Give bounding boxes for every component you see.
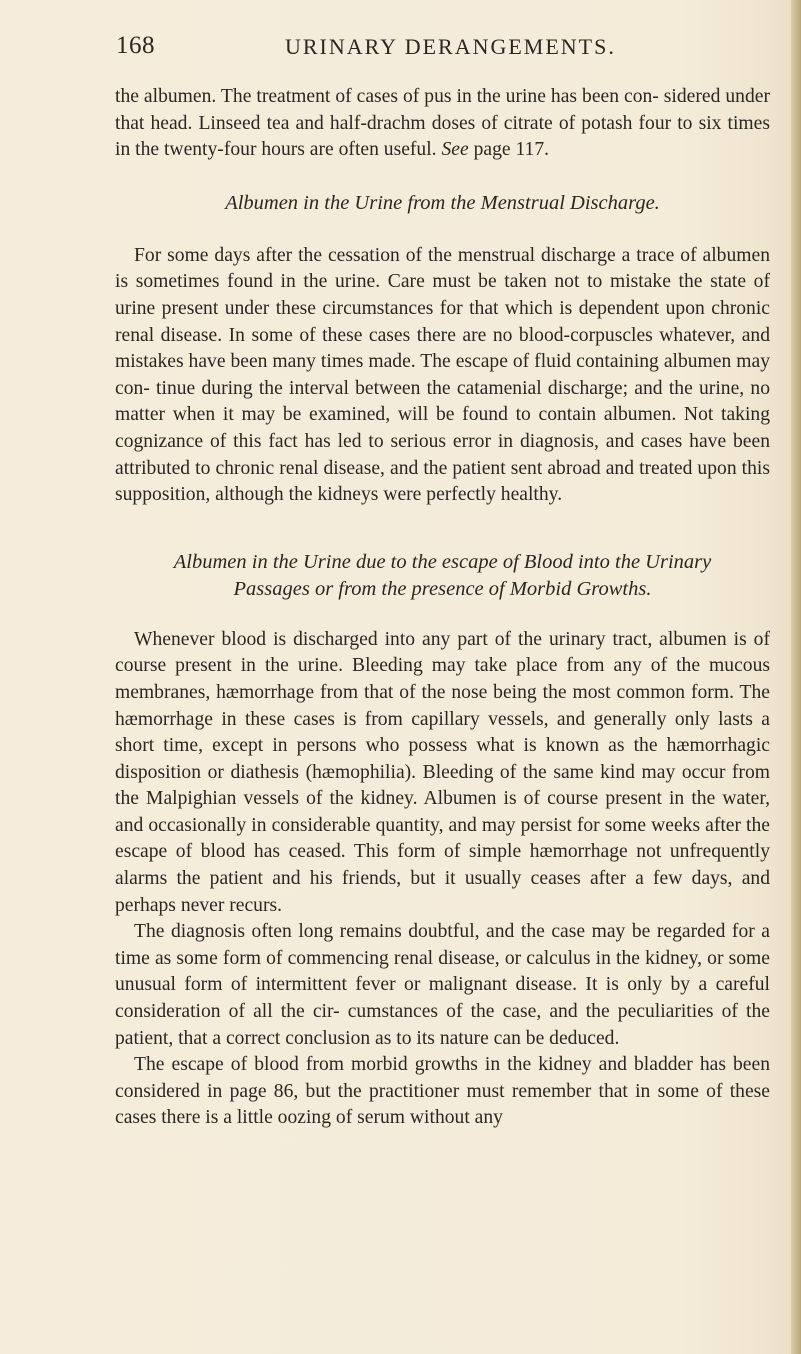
section-heading-menstrual: Albumen in the Urine from the Menstrual Discharge.	[225, 191, 660, 214]
paragraph-diagnosis: The diagnosis often long remains doubtful, and the case may be regarded for a time as some form of commencing renal disease, or calculus in the kidney, or some unusual form of intermittent fever or malignant disease. It is only by a careful consideration of all the cir- cumstances of the case, and the peculiarities of the patient, that a correct conclusion as to its nature can be deduced.	[115, 921, 770, 1049]
page-edge	[791, 0, 801, 1354]
running-header	[0, 32, 801, 64]
page-reference: page 117.	[468, 139, 550, 161]
section-heading-blood	[115, 549, 770, 603]
paragraph-menstrual: For some days after the cessation of the menstrual discharge a trace of albumen is sometimes found in the urine. Care must be taken not to mistake the state of urine present under these circumstances for that which is dependent upon chronic renal disease. In some of these cases there are no blood-corpuscles whatever, and mistakes have been many times made. The escape of fluid containing albumen may con- tinue during the interval between the catamenial discharge; and the urine, no matter when it may be examined, will be found to contain albumen. Not taking cognizance of this fact has led to serious error in diagnosis, and cases have been attributed to chronic renal disease, and the patient sent abroad and treated upon this supposition, although the kidneys were perfectly healthy.	[115, 244, 770, 506]
see-reference: See	[441, 139, 469, 161]
heading-line-2: Passages or from the presence of Morbid Growths.	[233, 577, 652, 600]
paragraph-blood-discharge: Whenever blood is discharged into any part of the urinary tract, albumen is of course present in the urine. Bleeding may take place from any of the mucous membranes, hæmorrhage from that of the nose being the most common form. The hæmorrhage in these cases is from capillary vessels, and generally only lasts a short time, except in persons who possess what is known as the hæmorrhagic disposition or diathesis (hæmophilia). Bleeding of the same kind may occur from the Malpighian vessels of the kidney. Albumen is of course present in the water, and occasionally in considerable quantity, and may persist for some weeks after the escape of blood has ceased. This form of simple hæmorrhage not unfrequently alarms the patient and his friends, but it usually ceases after a few days, and perhaps never recurs.	[115, 628, 770, 916]
paragraph-pus-treatment	[115, 84, 770, 164]
body-text	[115, 84, 770, 1132]
heading-line-1: Albumen in the Urine due to the escape of Blood into the Urinary	[173, 550, 712, 573]
paragraph-morbid-growths: The escape of blood from morbid growths in the kidney and bladder has been considered in page 86, but the practitioner must remember that in some of these cases there is a little oozing of serum without any	[115, 1054, 770, 1129]
running-title: URINARY DERANGEMENTS.	[285, 34, 616, 59]
paragraph-text: the albumen. The treatment of cases of pus in the urine has been con- sidered under that head. Linseed tea and half-drachm doses of citrate of potash four to six times in the twenty-four hours are often useful.	[115, 86, 770, 161]
page-number: 168	[116, 32, 155, 59]
